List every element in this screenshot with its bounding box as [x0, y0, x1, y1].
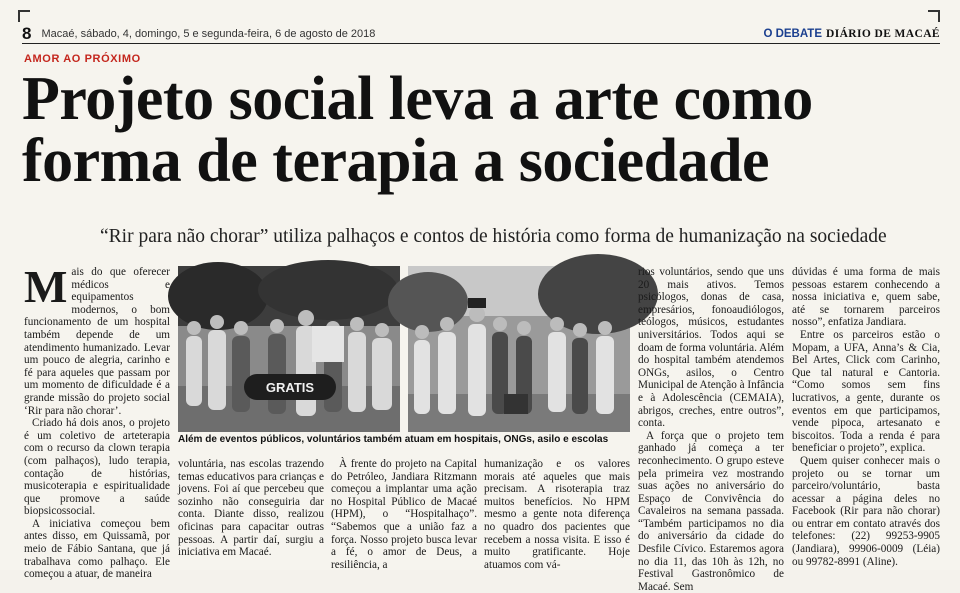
- section-kicker: AMOR AO PRÓXIMO: [24, 53, 141, 65]
- page-number: 8: [22, 23, 32, 43]
- photo-left-image: [178, 266, 400, 432]
- paragraph: A força que o projeto tem ganhado já começa a ter reconhecimento. O grupo esteve pela primeira vez mostrando suas ações no aniversário do Espaço de Convivência do Cavaleiros na semana passada. “Também participamos no dia do aniversário da cidade do Desfile Cívico. Estaremos agora no dia 11, das 10h às 12h, no Festival Gastronômico de Macaé. Sem: [638, 429, 784, 593]
- paragraph: humanização e os valores morais até aqueles que mais precisam. A risoterapia traz muitos benefícios. No HPM mesmo a gente nota diferença no quadro dos pacientes que recebem a nossa visita. E isso é muito gratificante. Hoje atuamos com vá-: [484, 458, 630, 571]
- text-column-6: [792, 266, 940, 566]
- paragraph: dúvidas é uma forma de mais pessoas estarem conhecendo a nossa iniciativa e, quem sabe, até se tornarem parceiros nosso”, enfatiza Jandiara.: [792, 266, 940, 329]
- brand-o-debate: O DEBATE: [763, 27, 823, 40]
- intro-text: ais do que oferecer médicos e equipamentos modernos, o bom funcionamento de um hospital também depende de um atendimento humanizado. Levar um pouco de alegria, carinho e fé para aqueles que passam por um momento de dificuldade é a grande missão do projeto social ‘Rir para não chorar’.: [24, 266, 170, 417]
- paragraph: [24, 261, 170, 417]
- text-column-4: [484, 458, 630, 571]
- crop-mark-top-right: [928, 10, 940, 22]
- photo-sign-text: GRATIS: [265, 380, 315, 395]
- subheadline: “Rir para não chorar” utiliza palhaços e contos de história como forma de humanização na sociedade: [100, 226, 887, 247]
- dateline: Macaé, sábado, 4, domingo, 5 e segunda-feira, 6 de agosto de 2018: [41, 27, 376, 40]
- paragraph: voluntária, nas escolas trazendo temas educativos para crianças e jovens. Foi aí que percebeu que sozinho não conseguiria dar conta. Diante disso, realizou oficinas para capacitar outras pessoas. A partir daí, surgiu a iniciativa em Macaé.: [178, 458, 324, 559]
- paragraph: À frente do projeto na Capital do Petróleo, Jandiara Ritzmann começou a implantar uma ação no Hospital Público de Macaé (HPM), o “Hospitalhaço”. “Sabemos que a união faz a força. Nosso projeto busca levar a fé, o amor de Deus, a resiliência, a: [331, 458, 477, 571]
- page-header: [22, 24, 940, 44]
- paragraph: Entre os parceiros estão o Mopam, a UFA, Anna’s & Cia, Bel Artes, Click com Carinho, Que tal natural e Cantoria. “Como somos sem fins lucrativos, a gente, durante os eventos em que participamos, vende pipoca, artesanato e biscoitos. Toda a renda é para beneficiar o projeto”, explica.: [792, 328, 940, 455]
- photo-right-image: [408, 266, 630, 432]
- text-column-3: [331, 458, 477, 571]
- paragraph: A iniciativa começou bem antes disso, em Quissamã, por meio de Fábio Santana, que já trabalhava como palhaço. Ele começou a atuar, de maneira: [24, 517, 170, 581]
- photo-volunteers-right: [408, 266, 630, 432]
- paragraph: rios voluntários, sendo que uns 20 mais ativos. Temos psicólogos, donas de casa, empresários, fonoaudiólogos, teólogos, músicos, estudantes universitários. Todos aqui se doam de forma voluntária. Além do hospital também atendemos ONGs, asilos, o Centro Municipal de Atenção à Infância e à Adolescência (CEMAIA), abrigos, creches, entre outros”, conta.: [638, 266, 784, 430]
- photo-caption: Além de eventos públicos, voluntários também atuam em hospitais, ONGs, asilo e escolas: [178, 434, 609, 445]
- paragraph: Criado há dois anos, o projeto é um coletivo de arteterapia com o recurso da clown terapia (com palhaços), ludo terapia, contação de histórias, musicoterapia e espiritualidade que promove a saúde biopsicossocial.: [24, 417, 170, 518]
- text-column-5: [638, 266, 784, 593]
- text-column-1: [24, 261, 170, 581]
- brand-diario-de-macae: DIÁRIO DE MACAÉ: [826, 27, 940, 40]
- text-column-2: [178, 458, 324, 566]
- paragraph: Quem quiser conhecer mais o projeto ou se tornar um parceiro/voluntário, basta acessar a página deles no Facebook (Rir para não chorar) ou entrar em contato através dos telefones: (22) 99253-9905 (Jandiara), 99906-0009 (Léia) ou 99782-8991 (Aline).: [792, 454, 940, 568]
- photo-volunteers-left: [178, 266, 400, 432]
- drop-cap: M: [24, 261, 68, 312]
- headline: Projeto social leva a arte como forma de terapia a sociedade: [22, 65, 813, 195]
- crop-mark-top-left: [18, 10, 30, 22]
